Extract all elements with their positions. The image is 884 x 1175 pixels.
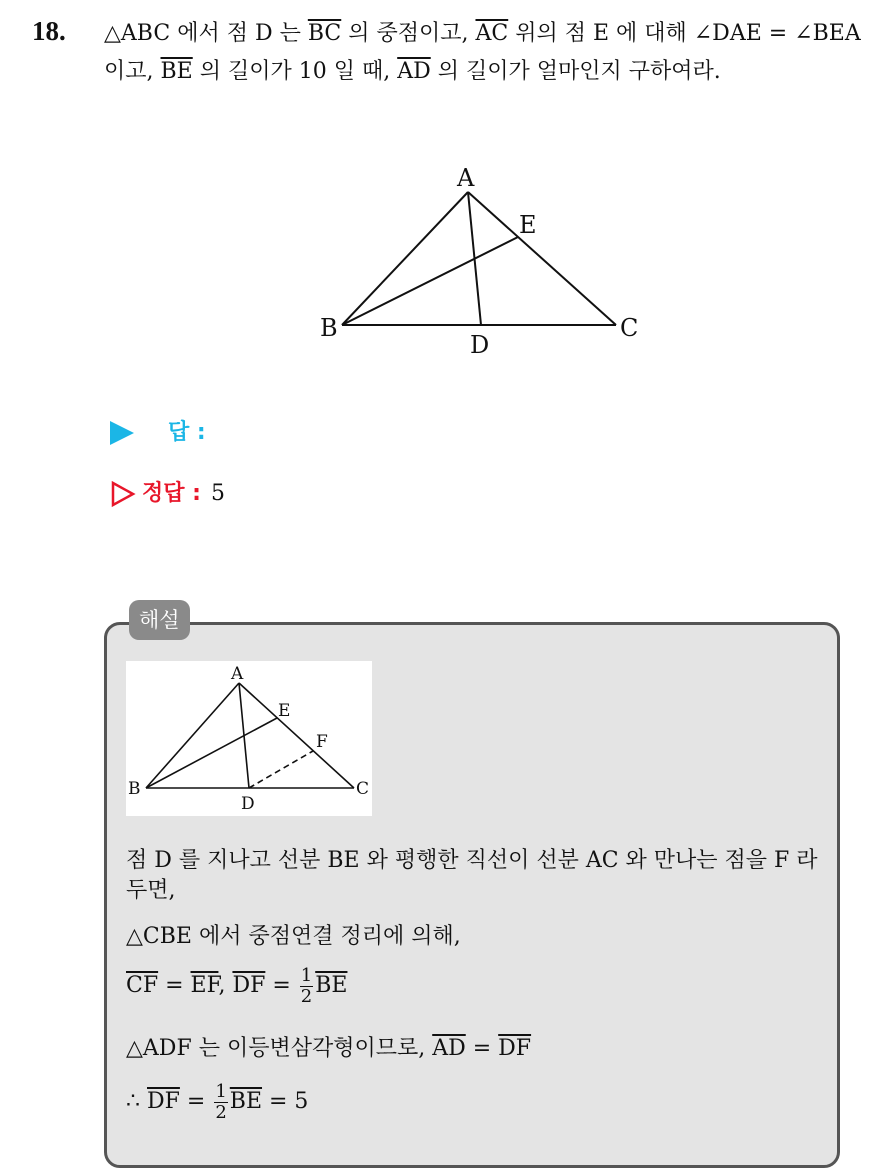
- segment-ad: $\overline{AD}$: [397, 59, 431, 84]
- correct-answer-value: 5: [210, 481, 225, 506]
- question-number: 18.: [32, 16, 66, 46]
- label-f: F: [316, 732, 328, 752]
- question-text-part: 의 중점이고,: [341, 21, 476, 46]
- side-ac: [468, 192, 616, 325]
- label-d: D: [470, 331, 490, 359]
- question-text: [104, 15, 864, 91]
- segment-be-line: [146, 718, 277, 788]
- solution-text-4-part: △ADF 는 이등변삼각형이므로,: [126, 1036, 433, 1061]
- fraction-numerator: 1: [215, 1080, 227, 1102]
- side-ac: [239, 683, 354, 788]
- solution-text-4: [126, 1034, 832, 1064]
- fraction-denominator: 2: [215, 1101, 227, 1123]
- fraction-half: [214, 1082, 227, 1123]
- answer-row: [110, 415, 206, 446]
- segment-ac: $\overline{AC}$: [475, 21, 509, 46]
- question-text-part: 위의 점 E 에 대해 ∠DAE = ∠BEA 이고,: [104, 21, 861, 84]
- label-c: C: [356, 779, 370, 799]
- correct-answer-label: 정답 :: [142, 481, 201, 506]
- label-d: D: [241, 794, 255, 814]
- seg-cf: $\overline{CF}$: [126, 973, 159, 998]
- fraction-denominator: 2: [300, 985, 313, 1007]
- correct-answer-row: [110, 476, 225, 508]
- eq-sign: =: [179, 1089, 213, 1114]
- seg-ef: $\overline{EF}$: [190, 973, 219, 998]
- seg-be: $\overline{BE}$: [229, 1089, 263, 1114]
- side-ab: [146, 683, 239, 788]
- eq-sign: =: [158, 973, 191, 998]
- side-ab: [342, 192, 468, 325]
- label-e: E: [278, 701, 291, 721]
- solution-text-2: △CBE 에서 중점연결 정리에 의해,: [126, 924, 461, 949]
- segment-bc: $\overline{BC}$: [307, 21, 342, 46]
- solution-figure: [126, 661, 372, 816]
- question-text-part: 의 길이가 얼마인지 구하여라.: [430, 59, 721, 84]
- label-b: B: [320, 314, 338, 342]
- seg-df: $\overline{DF}$: [147, 1089, 180, 1114]
- question-text-part: △ABC 에서 점 D 는: [104, 21, 308, 46]
- fraction-half: [300, 966, 313, 1007]
- segment-df-dashed: [249, 751, 313, 788]
- solution-equation-1: [126, 964, 832, 1008]
- result: = 5: [262, 1089, 309, 1114]
- seg-df: $\overline{DF}$: [232, 973, 266, 998]
- label-b: B: [128, 779, 141, 799]
- label-a: A: [457, 164, 475, 192]
- outline-triangle-icon: [110, 480, 136, 508]
- eq-sign: =: [465, 1036, 499, 1061]
- fraction-numerator: 1: [300, 964, 313, 986]
- segment-be-line: [342, 237, 518, 325]
- label-c: C: [620, 314, 639, 342]
- label-a: A: [231, 664, 244, 684]
- label-e: E: [519, 211, 537, 239]
- eq-sign: =: [265, 973, 298, 998]
- answer-label: 답 :: [168, 420, 206, 445]
- segment-be: $\overline{BE}$: [160, 59, 193, 84]
- question-text-part: 의 길이가 10 일 때,: [192, 59, 398, 84]
- eq-comma: ,: [218, 973, 233, 998]
- seg-df: $\overline{DF}$: [498, 1036, 532, 1061]
- solution-text-1: 점 D 를 지나고 선분 BE 와 평행한 직선이 선분 AC 와 만나는 점을 F 라 두면,: [126, 848, 818, 903]
- seg-be: $\overline{BE}$: [315, 973, 348, 998]
- play-triangle-icon: [110, 421, 134, 445]
- therefore-symbol: ∴: [126, 1089, 147, 1114]
- seg-ad: $\overline{AD}$: [432, 1036, 466, 1061]
- solution-tag: 해설: [129, 600, 190, 640]
- triangle-figure: [300, 160, 660, 365]
- solution-equation-2: [126, 1080, 832, 1124]
